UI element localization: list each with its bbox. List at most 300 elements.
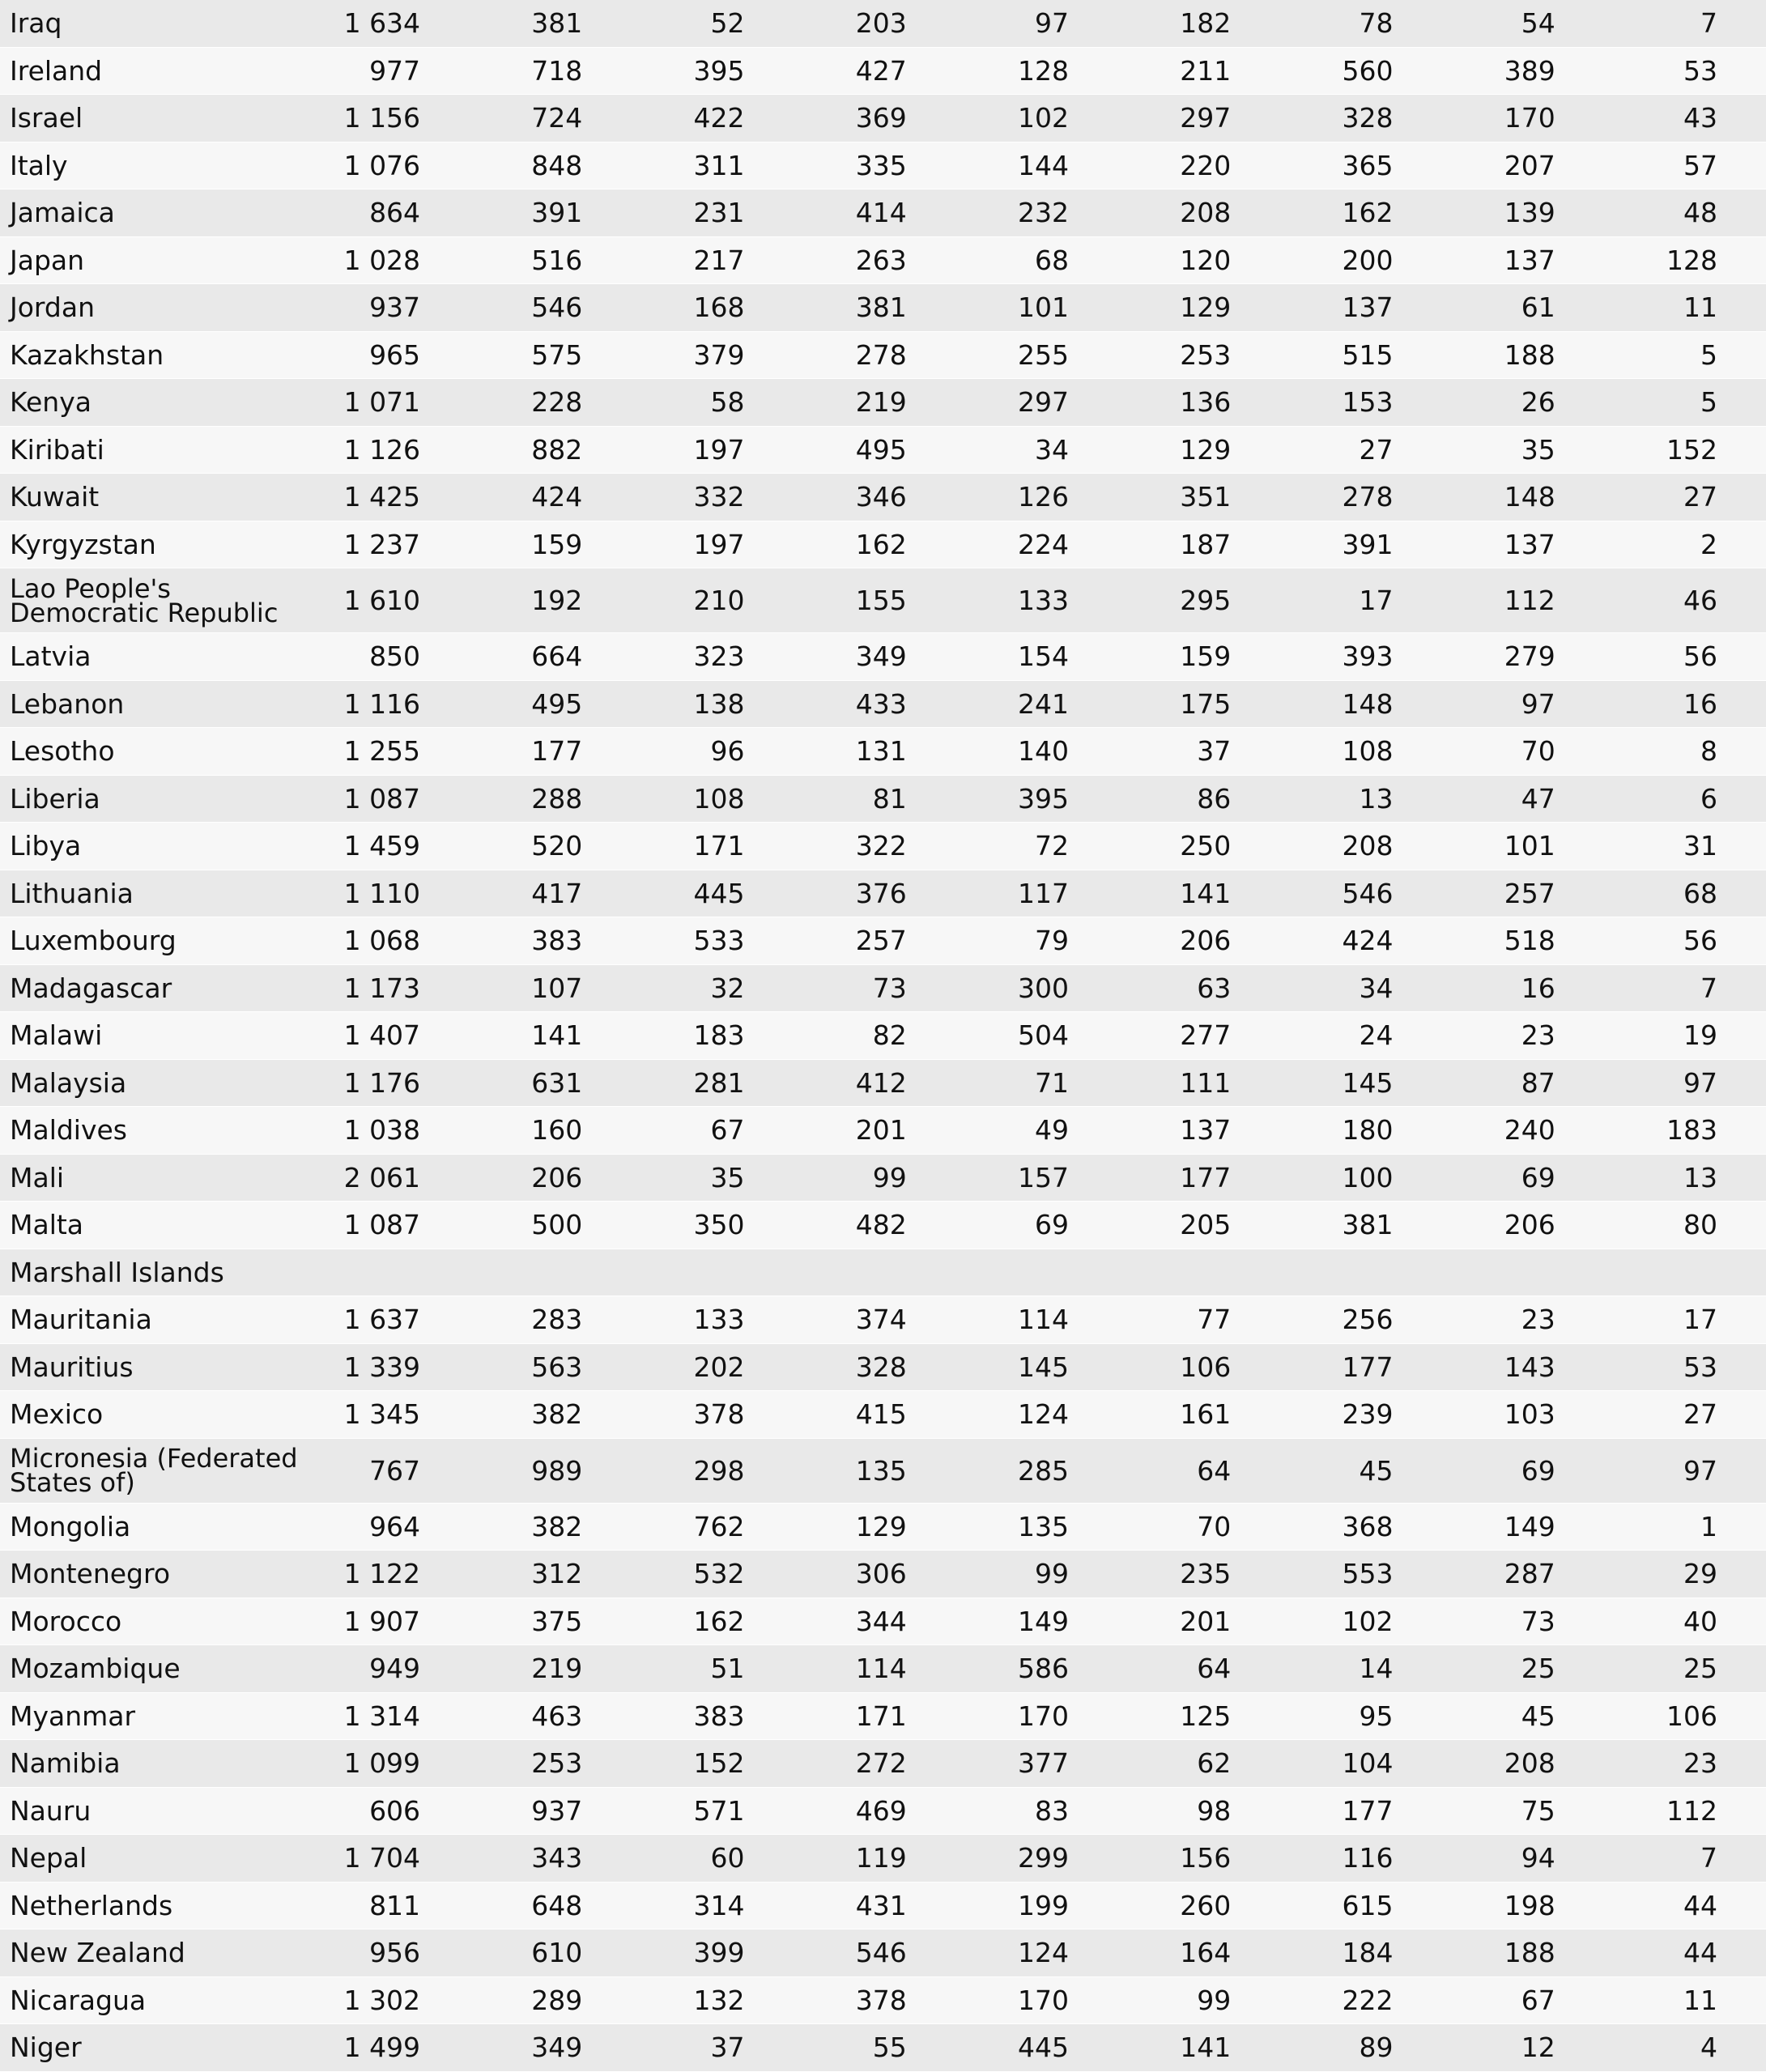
value-cell: 58: [631, 379, 793, 427]
value-cell: 95: [1279, 1693, 1441, 1741]
value-cell: 16: [1604, 681, 1766, 729]
value-cell: 114: [955, 1296, 1117, 1344]
value-cell: 107: [469, 965, 631, 1013]
value-cell: 128: [955, 48, 1117, 96]
value-cell: 138: [631, 681, 793, 729]
value-cell: 133: [955, 568, 1117, 633]
table-row: [0, 2024, 1766, 2072]
country-cell: Israel: [0, 95, 307, 143]
value-cell: 170: [955, 1693, 1117, 1741]
country-cell: Maldives: [0, 1107, 307, 1155]
country-cell: Morocco: [0, 1598, 307, 1646]
value-cell: 139: [1441, 189, 1603, 237]
table-row: [0, 917, 1766, 965]
value-cell: 377: [955, 1740, 1117, 1788]
value-cell: 177: [1279, 1788, 1441, 1836]
value-cell: 164: [1117, 1929, 1279, 1977]
value-cell: 77: [1117, 1296, 1279, 1344]
value-cell: 369: [794, 95, 955, 143]
value-cell: 575: [469, 332, 631, 380]
value-cell: 516: [469, 237, 631, 285]
table-row: [0, 1202, 1766, 1249]
value-cell: 31: [1604, 823, 1766, 870]
value-cell: 170: [955, 1977, 1117, 2025]
value-cell: 35: [1441, 427, 1603, 474]
country-cell: Libya: [0, 823, 307, 870]
value-cell: 1: [1604, 1504, 1766, 1551]
value-cell: 17: [1604, 1296, 1766, 1344]
value-cell: 631: [469, 1060, 631, 1108]
table-row: [0, 823, 1766, 870]
value-cell: 67: [631, 1107, 793, 1155]
value-cell: 445: [955, 2024, 1117, 2072]
table-row: [0, 1504, 1766, 1551]
value-cell: 239: [1279, 1391, 1441, 1439]
value-cell: 414: [794, 189, 955, 237]
value-cell: 424: [469, 474, 631, 521]
value-cell: 323: [631, 633, 793, 681]
value-cell: 13: [1279, 776, 1441, 823]
value-cell: 198: [1441, 1883, 1603, 1930]
value-cell: 533: [631, 917, 793, 965]
value-cell: 197: [631, 427, 793, 474]
value-cell: [1441, 1249, 1603, 1297]
value-cell: 335: [794, 143, 955, 190]
value-cell: 882: [469, 427, 631, 474]
value-cell: 217: [631, 237, 793, 285]
value-cell: 206: [1441, 1202, 1603, 1249]
value-cell: 393: [1279, 633, 1441, 681]
country-cell: Mozambique: [0, 1645, 307, 1693]
value-cell: 376: [794, 870, 955, 918]
value-cell: 69: [1441, 1439, 1603, 1504]
value-cell: 378: [631, 1391, 793, 1439]
table-row: [0, 427, 1766, 474]
value-cell: 5: [1604, 332, 1766, 380]
value-cell: 374: [794, 1296, 955, 1344]
value-cell: 381: [1279, 1202, 1441, 1249]
value-cell: 183: [631, 1012, 793, 1060]
value-cell: 241: [955, 681, 1117, 729]
value-cell: 34: [955, 427, 1117, 474]
value-cell: 11: [1604, 284, 1766, 332]
table-row: [0, 1344, 1766, 1392]
value-cell: 206: [469, 1155, 631, 1202]
value-cell: 183: [1604, 1107, 1766, 1155]
value-cell: 171: [794, 1693, 955, 1741]
value-cell: 299: [955, 1835, 1117, 1883]
value-cell: 148: [1279, 681, 1441, 729]
table-row: [0, 1883, 1766, 1930]
value-cell: 103: [1441, 1391, 1603, 1439]
value-cell: 202: [631, 1344, 793, 1392]
value-cell: 811: [307, 1883, 469, 1930]
country-cell: Latvia: [0, 633, 307, 681]
value-cell: 64: [1117, 1645, 1279, 1693]
value-cell: [1117, 1249, 1279, 1297]
value-cell: 143: [1441, 1344, 1603, 1392]
country-cell: Kenya: [0, 379, 307, 427]
value-cell: 346: [794, 474, 955, 521]
country-cell: Madagascar: [0, 965, 307, 1013]
table-row: [0, 189, 1766, 237]
value-cell: 864: [307, 189, 469, 237]
value-cell: 79: [955, 917, 1117, 965]
value-cell: 240: [1441, 1107, 1603, 1155]
value-cell: 120: [1117, 237, 1279, 285]
value-cell: 220: [1117, 143, 1279, 190]
value-cell: 288: [469, 776, 631, 823]
value-cell: 1 339: [307, 1344, 469, 1392]
value-cell: 378: [794, 1977, 955, 2025]
value-cell: 70: [1117, 1504, 1279, 1551]
value-cell: 200: [1279, 237, 1441, 285]
value-cell: 546: [1279, 870, 1441, 918]
value-cell: 383: [469, 917, 631, 965]
value-cell: 114: [794, 1645, 955, 1693]
value-cell: 97: [955, 0, 1117, 48]
value-cell: 222: [1279, 1977, 1441, 2025]
value-cell: 253: [469, 1740, 631, 1788]
table-row: [0, 48, 1766, 96]
value-cell: 571: [631, 1788, 793, 1836]
value-cell: 101: [1441, 823, 1603, 870]
value-cell: 368: [1279, 1504, 1441, 1551]
country-cell: Nauru: [0, 1788, 307, 1836]
table-row: [0, 1645, 1766, 1693]
value-cell: 956: [307, 1929, 469, 1977]
value-cell: 300: [955, 965, 1117, 1013]
value-cell: 445: [631, 870, 793, 918]
value-cell: 32: [631, 965, 793, 1013]
value-cell: 1 610: [307, 568, 469, 633]
value-cell: 192: [469, 568, 631, 633]
value-cell: 119: [794, 1835, 955, 1883]
value-cell: 1 071: [307, 379, 469, 427]
value-cell: 157: [955, 1155, 1117, 1202]
value-cell: 133: [631, 1296, 793, 1344]
value-cell: 40: [1604, 1598, 1766, 1646]
value-cell: 977: [307, 48, 469, 96]
value-cell: 724: [469, 95, 631, 143]
value-cell: 124: [955, 1391, 1117, 1439]
value-cell: 72: [955, 823, 1117, 870]
value-cell: 203: [794, 0, 955, 48]
value-cell: 762: [631, 1504, 793, 1551]
value-cell: 4: [1604, 2024, 1766, 2072]
value-cell: 124: [955, 1929, 1117, 1977]
value-cell: 62: [1117, 1740, 1279, 1788]
value-cell: 199: [955, 1883, 1117, 1930]
value-cell: 232: [955, 189, 1117, 237]
value-cell: 767: [307, 1439, 469, 1504]
country-cell: Ireland: [0, 48, 307, 96]
table-row: [0, 332, 1766, 380]
value-cell: 586: [955, 1645, 1117, 1693]
value-cell: 64: [1117, 1439, 1279, 1504]
value-cell: 141: [1117, 870, 1279, 918]
country-cell: Lebanon: [0, 681, 307, 729]
value-cell: 129: [1117, 284, 1279, 332]
value-cell: 279: [1441, 633, 1603, 681]
value-cell: 277: [1117, 1012, 1279, 1060]
value-cell: 154: [955, 633, 1117, 681]
value-cell: 153: [1279, 379, 1441, 427]
value-cell: 160: [469, 1107, 631, 1155]
value-cell: 111: [1117, 1060, 1279, 1108]
value-cell: 257: [794, 917, 955, 965]
value-cell: 159: [469, 521, 631, 569]
value-cell: 97: [1604, 1060, 1766, 1108]
value-cell: 285: [955, 1439, 1117, 1504]
value-cell: [794, 1249, 955, 1297]
value-cell: 7: [1604, 965, 1766, 1013]
value-cell: 168: [631, 284, 793, 332]
value-cell: 383: [631, 1693, 793, 1741]
value-cell: 61: [1441, 284, 1603, 332]
table-row: [0, 1439, 1766, 1504]
value-cell: 54: [1441, 0, 1603, 48]
value-cell: 949: [307, 1645, 469, 1693]
value-cell: 16: [1441, 965, 1603, 1013]
value-cell: 381: [469, 0, 631, 48]
value-cell: 141: [469, 1012, 631, 1060]
value-cell: 12: [1441, 2024, 1603, 2072]
value-cell: 563: [469, 1344, 631, 1392]
value-cell: 219: [469, 1645, 631, 1693]
table-row: [0, 1155, 1766, 1202]
value-cell: 289: [469, 1977, 631, 2025]
value-cell: 344: [794, 1598, 955, 1646]
value-cell: 351: [1117, 474, 1279, 521]
value-cell: 433: [794, 681, 955, 729]
value-cell: 391: [1279, 521, 1441, 569]
value-cell: 1 255: [307, 728, 469, 776]
value-cell: 349: [469, 2024, 631, 2072]
value-cell: 73: [794, 965, 955, 1013]
value-cell: 314: [631, 1883, 793, 1930]
value-cell: 463: [469, 1693, 631, 1741]
value-cell: 379: [631, 332, 793, 380]
value-cell: 495: [794, 427, 955, 474]
table-row: [0, 728, 1766, 776]
value-cell: 17: [1279, 568, 1441, 633]
table-row: [0, 681, 1766, 729]
value-cell: 25: [1604, 1645, 1766, 1693]
value-cell: 328: [1279, 95, 1441, 143]
value-cell: 94: [1441, 1835, 1603, 1883]
value-cell: 102: [955, 95, 1117, 143]
country-cell: Lao People's Democratic Republic: [0, 568, 307, 633]
country-cell: Nepal: [0, 1835, 307, 1883]
value-cell: 469: [794, 1788, 955, 1836]
value-cell: 175: [1117, 681, 1279, 729]
table-row: [0, 1012, 1766, 1060]
value-cell: 137: [1441, 237, 1603, 285]
table-row: [0, 143, 1766, 190]
value-cell: 1 087: [307, 776, 469, 823]
value-cell: 187: [1117, 521, 1279, 569]
value-cell: 177: [469, 728, 631, 776]
value-cell: 80: [1604, 1202, 1766, 1249]
value-cell: 382: [469, 1504, 631, 1551]
country-cell: Netherlands: [0, 1883, 307, 1930]
value-cell: 295: [1117, 568, 1279, 633]
value-cell: 100: [1279, 1155, 1441, 1202]
value-cell: 560: [1279, 48, 1441, 96]
table-row: [0, 1060, 1766, 1108]
value-cell: 1 176: [307, 1060, 469, 1108]
value-cell: 135: [955, 1504, 1117, 1551]
value-cell: 1 116: [307, 681, 469, 729]
country-cell: Kazakhstan: [0, 332, 307, 380]
value-cell: 257: [1441, 870, 1603, 918]
value-cell: 52: [631, 0, 793, 48]
value-cell: 155: [794, 568, 955, 633]
value-cell: 395: [955, 776, 1117, 823]
value-cell: 1 407: [307, 1012, 469, 1060]
value-cell: 482: [794, 1202, 955, 1249]
value-cell: 207: [1441, 143, 1603, 190]
table-row: [0, 776, 1766, 823]
value-cell: 184: [1279, 1929, 1441, 1977]
value-cell: 137: [1279, 284, 1441, 332]
value-cell: 63: [1117, 965, 1279, 1013]
value-cell: 104: [1279, 1740, 1441, 1788]
value-cell: 495: [469, 681, 631, 729]
country-cell: Mali: [0, 1155, 307, 1202]
value-cell: 45: [1441, 1693, 1603, 1741]
value-cell: 648: [469, 1883, 631, 1930]
value-cell: 96: [631, 728, 793, 776]
value-cell: 131: [794, 728, 955, 776]
value-cell: 27: [1279, 427, 1441, 474]
value-cell: 141: [1117, 2024, 1279, 2072]
country-cell: Lithuania: [0, 870, 307, 918]
value-cell: 391: [469, 189, 631, 237]
value-cell: 162: [794, 521, 955, 569]
value-cell: 211: [1117, 48, 1279, 96]
value-cell: 55: [794, 2024, 955, 2072]
value-cell: 518: [1441, 917, 1603, 965]
value-cell: 1 237: [307, 521, 469, 569]
country-cell: Malaysia: [0, 1060, 307, 1108]
value-cell: 8: [1604, 728, 1766, 776]
country-cell: Liberia: [0, 776, 307, 823]
value-cell: [469, 1249, 631, 1297]
value-cell: 177: [1279, 1344, 1441, 1392]
value-cell: 343: [469, 1835, 631, 1883]
value-cell: 1 173: [307, 965, 469, 1013]
table-row: [0, 95, 1766, 143]
value-cell: 1 499: [307, 2024, 469, 2072]
value-cell: [1279, 1249, 1441, 1297]
country-cell: Kyrgyzstan: [0, 521, 307, 569]
value-cell: 71: [955, 1060, 1117, 1108]
value-cell: 201: [794, 1107, 955, 1155]
value-cell: 57: [1604, 143, 1766, 190]
value-cell: 332: [631, 474, 793, 521]
value-cell: 417: [469, 870, 631, 918]
value-cell: 206: [1117, 917, 1279, 965]
value-cell: 132: [631, 1977, 793, 2025]
value-cell: 297: [955, 379, 1117, 427]
value-cell: 208: [1441, 1740, 1603, 1788]
value-cell: 1 314: [307, 1693, 469, 1741]
country-cell: Luxembourg: [0, 917, 307, 965]
value-cell: 46: [1604, 568, 1766, 633]
value-cell: 231: [631, 189, 793, 237]
value-cell: 24: [1279, 1012, 1441, 1060]
table-row: [0, 633, 1766, 681]
value-cell: 188: [1441, 1929, 1603, 1977]
value-cell: 208: [1117, 189, 1279, 237]
value-cell: 260: [1117, 1883, 1279, 1930]
value-cell: 937: [469, 1788, 631, 1836]
value-cell: 112: [1604, 1788, 1766, 1836]
table-row: [0, 1693, 1766, 1741]
value-cell: 427: [794, 48, 955, 96]
value-cell: 989: [469, 1439, 631, 1504]
value-cell: 500: [469, 1202, 631, 1249]
value-cell: 283: [469, 1296, 631, 1344]
value-cell: 1 704: [307, 1835, 469, 1883]
value-cell: 162: [631, 1598, 793, 1646]
value-cell: 2 061: [307, 1155, 469, 1202]
value-cell: 350: [631, 1202, 793, 1249]
value-cell: 7: [1604, 1835, 1766, 1883]
value-cell: 532: [631, 1551, 793, 1598]
value-cell: 389: [1441, 48, 1603, 96]
table-row: [0, 1788, 1766, 1836]
table-row: [0, 379, 1766, 427]
value-cell: 45: [1279, 1439, 1441, 1504]
value-cell: 255: [955, 332, 1117, 380]
table-row: [0, 1296, 1766, 1344]
value-cell: 144: [955, 143, 1117, 190]
value-cell: 53: [1604, 1344, 1766, 1392]
value-cell: 205: [1117, 1202, 1279, 1249]
value-cell: 287: [1441, 1551, 1603, 1598]
value-cell: 278: [794, 332, 955, 380]
value-cell: 615: [1279, 1883, 1441, 1930]
value-cell: 1 099: [307, 1740, 469, 1788]
value-cell: 37: [1117, 728, 1279, 776]
value-cell: 108: [1279, 728, 1441, 776]
value-cell: 75: [1441, 1788, 1603, 1836]
value-cell: 43: [1604, 95, 1766, 143]
value-cell: 56: [1604, 917, 1766, 965]
value-cell: 201: [1117, 1598, 1279, 1646]
value-cell: 23: [1604, 1740, 1766, 1788]
country-cell: Malta: [0, 1202, 307, 1249]
value-cell: 49: [955, 1107, 1117, 1155]
value-cell: 56: [1604, 633, 1766, 681]
value-cell: 272: [794, 1740, 955, 1788]
value-cell: 25: [1441, 1645, 1603, 1693]
country-cell: Marshall Islands: [0, 1249, 307, 1297]
value-cell: 47: [1441, 776, 1603, 823]
value-cell: 1 302: [307, 1977, 469, 2025]
table-row: [0, 521, 1766, 569]
country-cell: Iraq: [0, 0, 307, 48]
table-row: [0, 1391, 1766, 1439]
value-cell: 2: [1604, 521, 1766, 569]
value-cell: 73: [1441, 1598, 1603, 1646]
country-cell: Lesotho: [0, 728, 307, 776]
value-cell: 256: [1279, 1296, 1441, 1344]
country-cell: Namibia: [0, 1740, 307, 1788]
